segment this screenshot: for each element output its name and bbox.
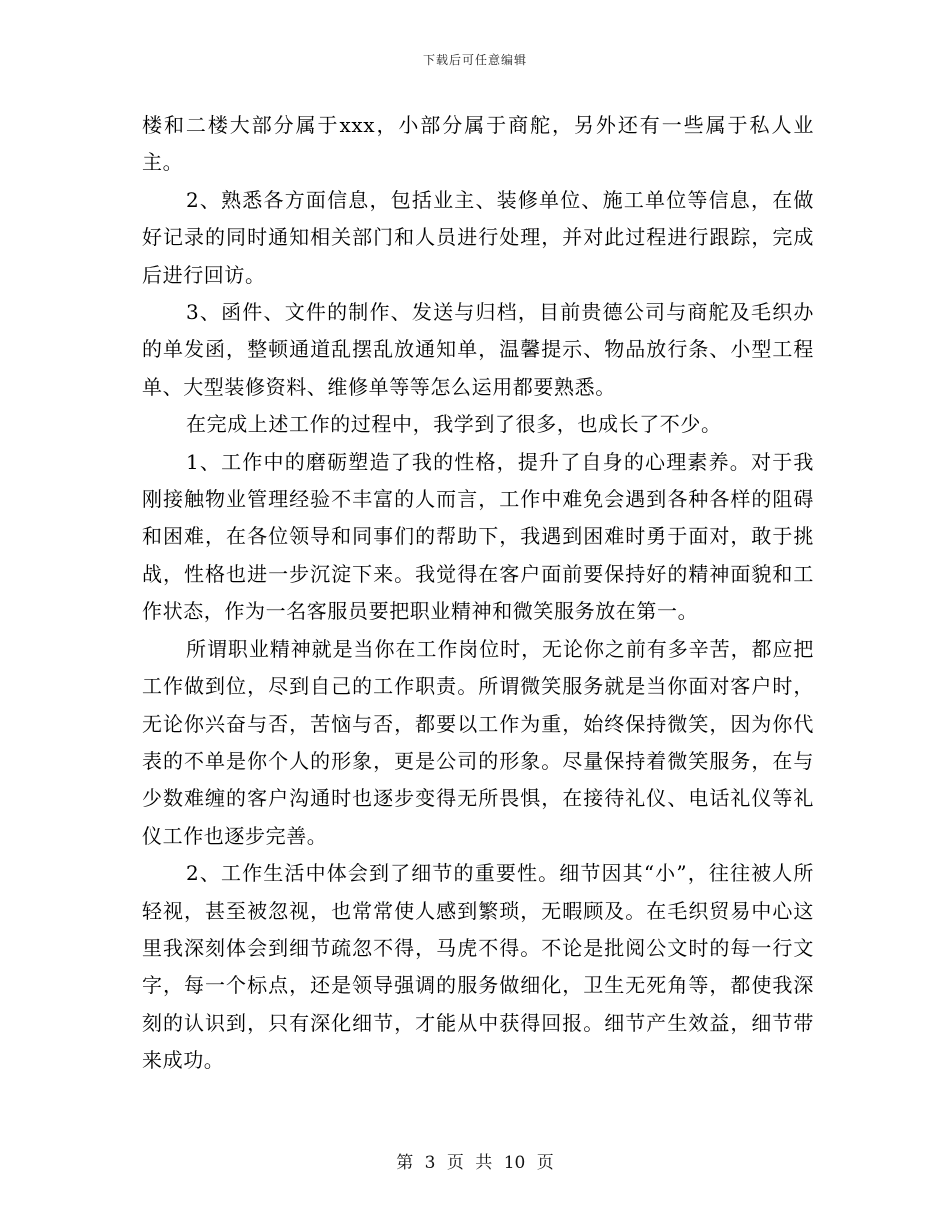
- page-header: 下载后可任意编辑: [422, 53, 527, 67]
- paragraph-7: 2、工作生活中体会到了细节的重要性。细节因其“小”，往往被人所轻视，甚至被忽视，也常常使人感到繁琐，无暇顾及。在毛织贸易中心这里我深刻体会到细节疏忽不得，马虎不得。不论是批阅公文时的每一行文字，每一个标点，还是领导强调的服务做细化，卫生无死角等，都使我深刻的认识到，只有深化细节，才能从中获得回报。细节产生效益，细节带来成功。: [142, 861, 814, 1073]
- paragraph-6: 所谓职业精神就是当你在工作岗位时，无论你之前有多辛苦，都应把工作做到位，尽到自己的工作职责。所谓微笑服务就是当你面对客户时，无论你兴奋与否，苦恼与否，都要以工作为重，始终保持微笑，因为你代表的不单是你个人的形象，更是公司的形象。尽量保持着微笑服务，在与少数难缠的客户沟通时也逐步变得无所畏惧，在接待礼仪、电话礼仪等礼仪工作也逐步完善。: [142, 636, 814, 848]
- paragraph-5: 1、工作中的磨砺塑造了我的性格，提升了自身的心理素养。对于我刚接触物业管理经验不丰富的人而言，工作中难免会遇到各种各样的阻碍和困难，在各位领导和同事们的帮助下，我遇到困难时勇于面对，敢于挑战，性格也进一步沉淀下来。我觉得在客户面前要保持好的精神面貌和工作状态，作为一名客服员要把职业精神和微笑服务放在第一。: [142, 449, 814, 624]
- paragraph-3: 3、函件、文件的制作、发送与归档，目前贵德公司与商舵及毛织办的单发函，整顿通道乱摆乱放通知单，温馨提示、物品放行条、小型工程单、大型装修资料、维修单等等怎么运用都要熟悉。: [142, 300, 814, 399]
- document-body: [142, 107, 814, 1080]
- page-number: 第 3 页 共 10 页: [396, 1153, 554, 1173]
- paragraph-4: 在完成上述工作的过程中，我学到了很多，也成长了不少。: [186, 412, 722, 437]
- paragraph-1: 楼和二楼大部分属于xxx，小部分属于商舵，另外还有一些属于私人业主。: [142, 113, 814, 175]
- paragraph-2: 2、熟悉各方面信息，包括业主、装修单位、施工单位等信息，在做好记录的同时通知相关部门和人员进行处理，并对此过程进行跟踪，完成后进行回访。: [142, 187, 814, 287]
